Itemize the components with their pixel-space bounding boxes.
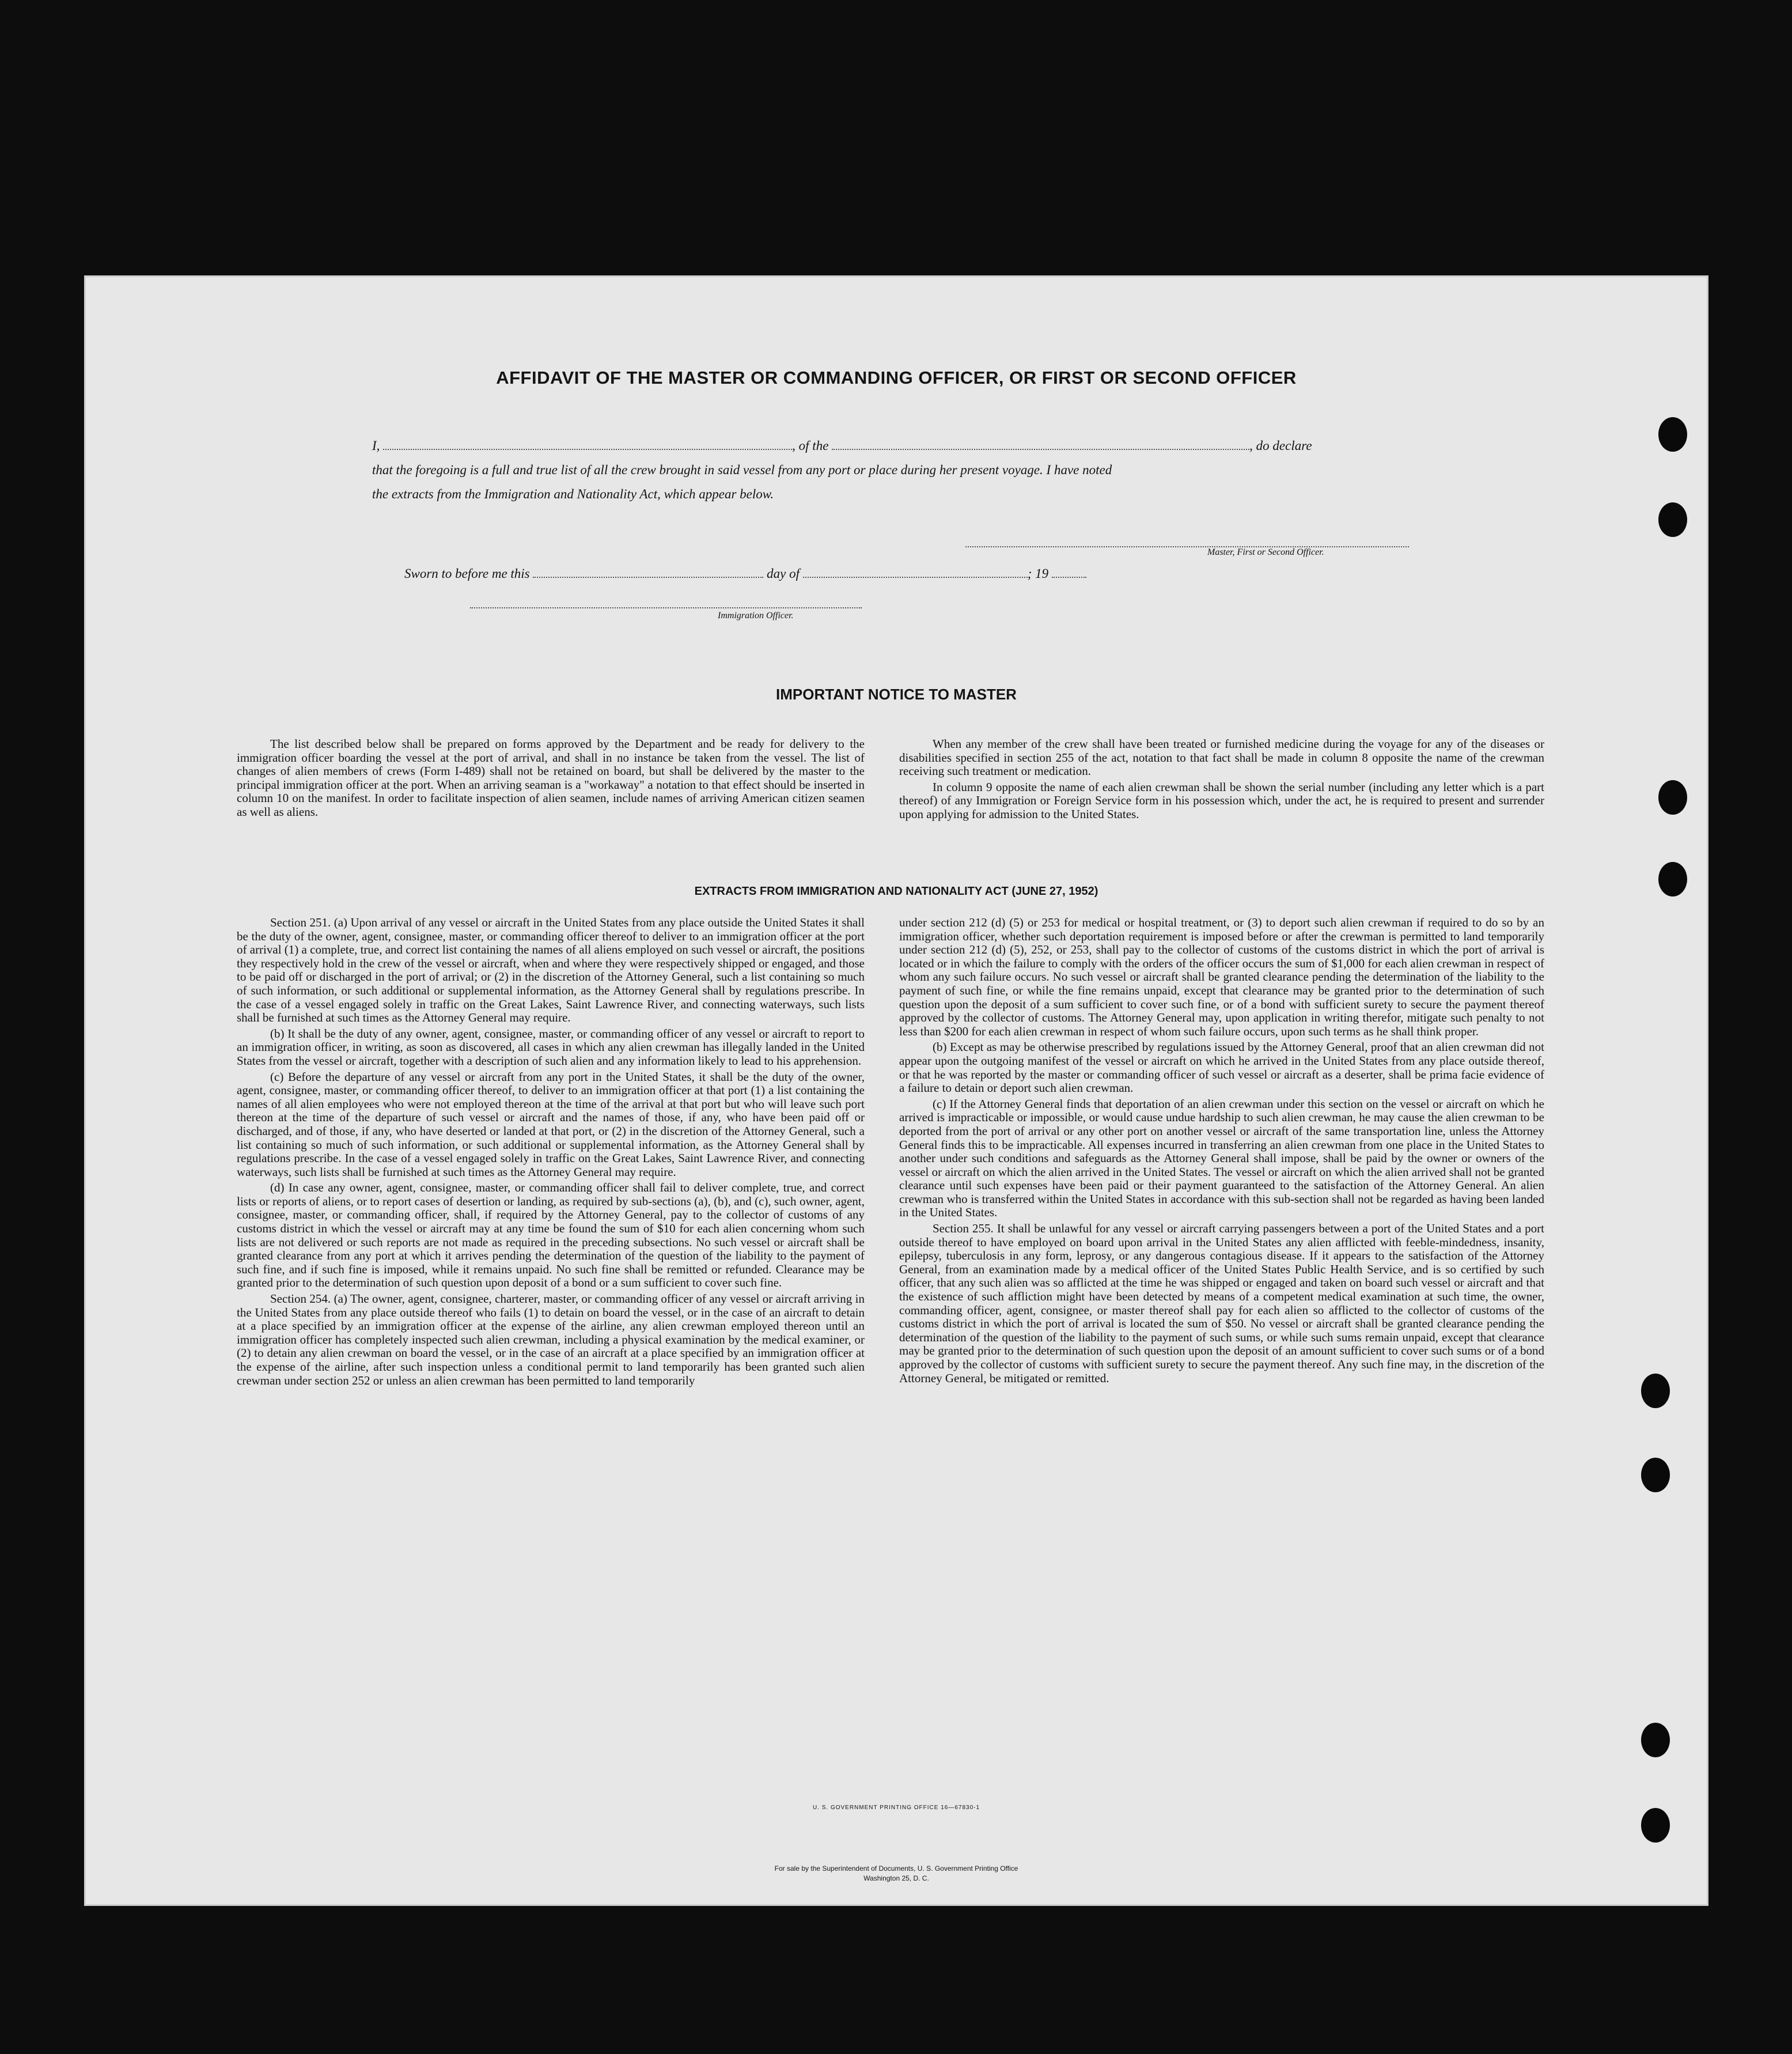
immigration-officer-label: Immigration Officer. xyxy=(718,611,794,621)
punch-hole xyxy=(1641,1458,1670,1492)
punch-hole xyxy=(1658,780,1687,815)
form-sheet xyxy=(84,275,1708,1906)
punch-hole xyxy=(1658,502,1687,537)
declarant-name-blank xyxy=(383,440,792,450)
act-paragraph: (b) Except as may be otherwise prescribed by regulations issued by the Attorney General, proof that an alien crewman did not appear upon the outgoing manifest of the vessel or aircraft on which he arrived in the United States from any place outside thereof, or that he was reported by the master or commanding officer of such vessel or aircraft as a deserter, shall be prima facie evidence of a failure to detain or deport such alien crewman. xyxy=(899,1040,1544,1095)
extracts-heading: EXTRACTS FROM IMMIGRATION AND NATIONALITY ACT (JUNE 27, 1952) xyxy=(694,885,1098,898)
declaration-line-3: the extracts from the Immigration and Nationality Act, which appear below. xyxy=(372,487,774,501)
notice-right-column xyxy=(899,737,1544,824)
notice-paragraph: In column 9 opposite the name of each alien crewman shall be shown the serial number (including any letter which is a part thereof) of any Immigration or Foreign Service form in his possession which, under the act, he is required to present and surrender upon applying for admission to the United States. xyxy=(899,780,1544,821)
immigration-officer-signature-line xyxy=(470,598,862,608)
declaration-line-1 xyxy=(372,436,1409,456)
notice-left-column xyxy=(237,737,865,822)
sale-address: Washington 25, D. C. xyxy=(863,1874,929,1882)
act-paragraph: (c) If the Attorney General finds that deportation of an alien crewman under this section on the vessel or aircraft on which he arrived is impracticable or impossible, or would cause undue hardship to such alien crewman, he may cause the alien crewman to be deported from the port of arrival or any other port on another vessel or aircraft of the same transportation line, unless the Attorney General finds this to be impracticable. All expenses incurred in transferring an alien crewman from one place in the United States to another under such conditions and safeguards as the Attorney General shall impose, shall be paid by the owner or owners of the vessel or aircraft on which the alien arrived in the United States. The vessel or aircraft on which the alien arrived shall not be granted clearance until such expenses have been paid or their payment guaranteed to the satisfaction of the Attorney General. An alien crewman who is transferred within the United States in accordance with this sub-section shall not be regarded as having been landed in the United States. xyxy=(899,1096,1544,1220)
extracts-right-column xyxy=(899,916,1544,1387)
notice-heading: IMPORTANT NOTICE TO MASTER xyxy=(776,686,1017,703)
act-paragraph: under section 212 (d) (5) or 253 for medical or hospital treatment, or (3) to deport such alien crewman if required to do so by an immigration officer, whether such deportation requirement is imposed before or after the crewman is permitted to land temporarily under section 212 (d) (5), 252, or 253, shall pay to the collector of customs of the customs district in which the port of arrival is located or in which the failure to comply with the orders of the officer occurs the sum of $1,000 for each alien crewman in respect of whom any such failure occurs. No such vessel or aircraft shall be granted clearance pending the determination of the liability to the payment of such fine, or while the fine remains unpaid, except that clearance may be granted prior to the determination of such question upon the deposit of a sum sufficient to cover such fine, or of a bond with sufficient surety to secure the payment thereof approved by the collector of customs. The Attorney General may, upon application in writing therefor, mitigate such penalty to not less than $200 for each alien crewman in respect of whom such failure occurs, upon such terms as he shall think proper. xyxy=(899,916,1544,1038)
declaration-line-2: that the foregoing is a full and true list of all the crew brought in said vessel from any port or place during her present voyage. I have noted xyxy=(372,463,1112,477)
punch-hole xyxy=(1658,862,1687,897)
punch-hole xyxy=(1641,1723,1670,1757)
sworn-day-blank xyxy=(533,568,763,578)
punch-hole xyxy=(1641,1374,1670,1408)
act-paragraph: Section 251. (a) Upon arrival of any vessel or aircraft in the United States from any place outside the United States it shall be the duty of the owner, agent, consignee, master, or commanding officer thereof to deliver to an immigration officer at the port of arrival (1) a complete, true, and correct list containing the names of all aliens employed on such vessel or aircraft, the positions they respectively hold in the crew of the vessel or aircraft, when and where they were respectively shipped or engaged, and those to be paid off or discharged in the port of arrival; or (2) in the discretion of the Attorney General, such a list containing so much of such information, or such additional or supplemental information, as the Attorney General shall by regulations prescribe. In the case of a vessel engaged solely in traffic on the Great Lakes, Saint Lawrence River, and connecting waterways, such lists shall be furnished at such times as the Attorney General may require. xyxy=(237,916,865,1025)
year-blank xyxy=(1052,568,1086,578)
declarant-prefix: I, xyxy=(372,438,380,453)
year-label: ; 19 xyxy=(1027,566,1049,581)
printing-office-imprint: U. S. GOVERNMENT PRINTING OFFICE 16—67830-1 xyxy=(812,1805,980,1811)
master-signature-line xyxy=(965,537,1409,547)
sworn-line xyxy=(404,563,1441,584)
affidavit-title: AFFIDAVIT OF THE MASTER OR COMMANDING OFFICER, OR FIRST OR SECOND OFFICER xyxy=(496,368,1297,388)
notice-paragraph: The list described below shall be prepared on forms approved by the Department and be ready for delivery to the immigration officer boarding the vessel at the port of arrival, and shall in no instance be taken from the vessel. The list of changes of alien members of crews (Form I-489) shall not be retained on board, but shall be delivered by the master to the principal immigration officer at the port. When an arriving seaman is a "workaway" a notation to that effect should be inserted in column 10 on the manifest. In order to facilitate inspection of alien seamen, include names of arriving American citizen seamen as well as aliens. xyxy=(237,737,865,819)
act-paragraph: (b) It shall be the duty of any owner, agent, consignee, master, or commanding officer of any vessel or aircraft to report to an immigration officer, in writing, as soon as discovered, all cases in which any alien crewman has illegally landed in the United States from the vessel or aircraft, together with a description of such alien and any information likely to lead to his apprehension. xyxy=(237,1026,865,1068)
sale-notice: For sale by the Superintendent of Documents, U. S. Government Printing Office xyxy=(774,1864,1018,1873)
sworn-label: Sworn to before me this xyxy=(404,566,530,581)
day-of-label: day of xyxy=(767,566,800,581)
punch-hole xyxy=(1641,1808,1670,1843)
vessel-name-blank xyxy=(832,440,1249,450)
extracts-left-column xyxy=(237,916,865,1390)
punch-hole xyxy=(1658,417,1687,452)
master-signature-label: Master, First or Second Officer. xyxy=(1207,547,1324,557)
act-paragraph: Section 255. It shall be unlawful for any vessel or aircraft carrying passengers between a port of the United States and a port outside thereof to have employed on board upon arrival in the United States any alien afflicted with feeble-mindedness, insanity, epilepsy, tuberculosis in any form, leprosy, or any dangerous contagious disease. If it appears to the satisfaction of the Attorney General, from an examination made by a medical officer of the United States Public Health Service, and is so certified by such officer, that any such alien was so afflicted at the time he was shipped or engaged and taken on board such vessel or aircraft and that the existence of such affliction might have been detected by means of a competent medical examination at such time, the owner, commanding officer, agent, consignee, or master thereof shall pay for each alien so afflicted to the collector of customs of the customs district in which the port of arrival is located the sum of $50. No vessel or aircraft shall be granted clearance pending the determination of the question of the liability to the payment of such sums, or while such sums remain unpaid, except that clearance may be granted prior to the determination of such question upon the deposit of an amount sufficient to cover such sums or of a bond approved by the collector of customs with sufficient surety to secure the payment thereof. Any such fine may, in the discretion of the Attorney General, be mitigated or remitted. xyxy=(899,1221,1544,1385)
act-paragraph: (c) Before the departure of any vessel or aircraft from any port in the United States, it shall be the duty of the owner, agent, consignee, master, or commanding officer thereof, to deliver to an immigration officer at that port (1) a list containing the names of all alien employees who were not employed thereon at the time of the arrival at that port but who will leave such port thereon at the time of the departure of such vessel or aircraft and the names of those, if any, who have been paid off or discharged, and of those, if any, who have deserted or landed at that port, or (2) in the discretion of the Attorney General, such a list containing so much of such information, or such additional or supplemental information, as the Attorney General shall by regulations prescribe. In the case of a vessel engaged solely in traffic on the Great Lakes, Saint Lawrence River, and connecting waterways, such lists shall be furnished at such times as the Attorney General may require. xyxy=(237,1069,865,1179)
act-paragraph: Section 254. (a) The owner, agent, consignee, charterer, master, or commanding officer of any vessel or aircraft arriving in the United States from any place outside thereof who fails (1) to detain on board the vessel, or in the case of an aircraft to detain at a place specified by an immigration officer at the expense of the airline, any alien crewman employed thereon until an immigration officer has completely inspected such alien crewman, including a physical examination by the medical examiner, or (2) to detain any alien crewman on board the vessel, or in the case of an aircraft at a place specified by an immigration officer at the expense of the airline, after such inspection unless a conditional permit to land temporarily has been granted such alien crewman under section 252 or unless an alien crewman has been permitted to land temporarily xyxy=(237,1292,865,1387)
notice-paragraph: When any member of the crew shall have been treated or furnished medicine during the voyage for any of the diseases or disabilities specified in section 255 of the act, notation to that fact shall be made in column 8 opposite the name of the crewman receiving such treatment or medication. xyxy=(899,737,1544,778)
sworn-month-blank xyxy=(803,568,1028,578)
act-paragraph: (d) In case any owner, agent, consignee, master, or commanding officer shall fail to deliver complete, true, and correct lists or reports of aliens, or to report cases of desertion or landing, as required by sub-sections (a), (b), and (c), such owner, agent, consignee, master, or commanding officer, shall, if required by the Attorney General, pay to the collector of customs of any customs district in which the vessel or aircraft may at any time be found the sum of $10 for each alien concerning whom such lists are not delivered or such reports are not made as required in the preceding subsections. No such vessel or aircraft shall be granted clearance from any port at which it arrives pending the determination of the question of the liability to the payment of such fine, and if such fine is imposed, while it remains unpaid. No such fine shall be remitted or refunded. Clearance may be granted prior to the determination of such question upon deposit of a bond or a sum sufficient to cover such fine. xyxy=(237,1181,865,1290)
do-declare-label: , do declare xyxy=(1249,438,1312,453)
of-the-label: , of the xyxy=(792,438,829,453)
